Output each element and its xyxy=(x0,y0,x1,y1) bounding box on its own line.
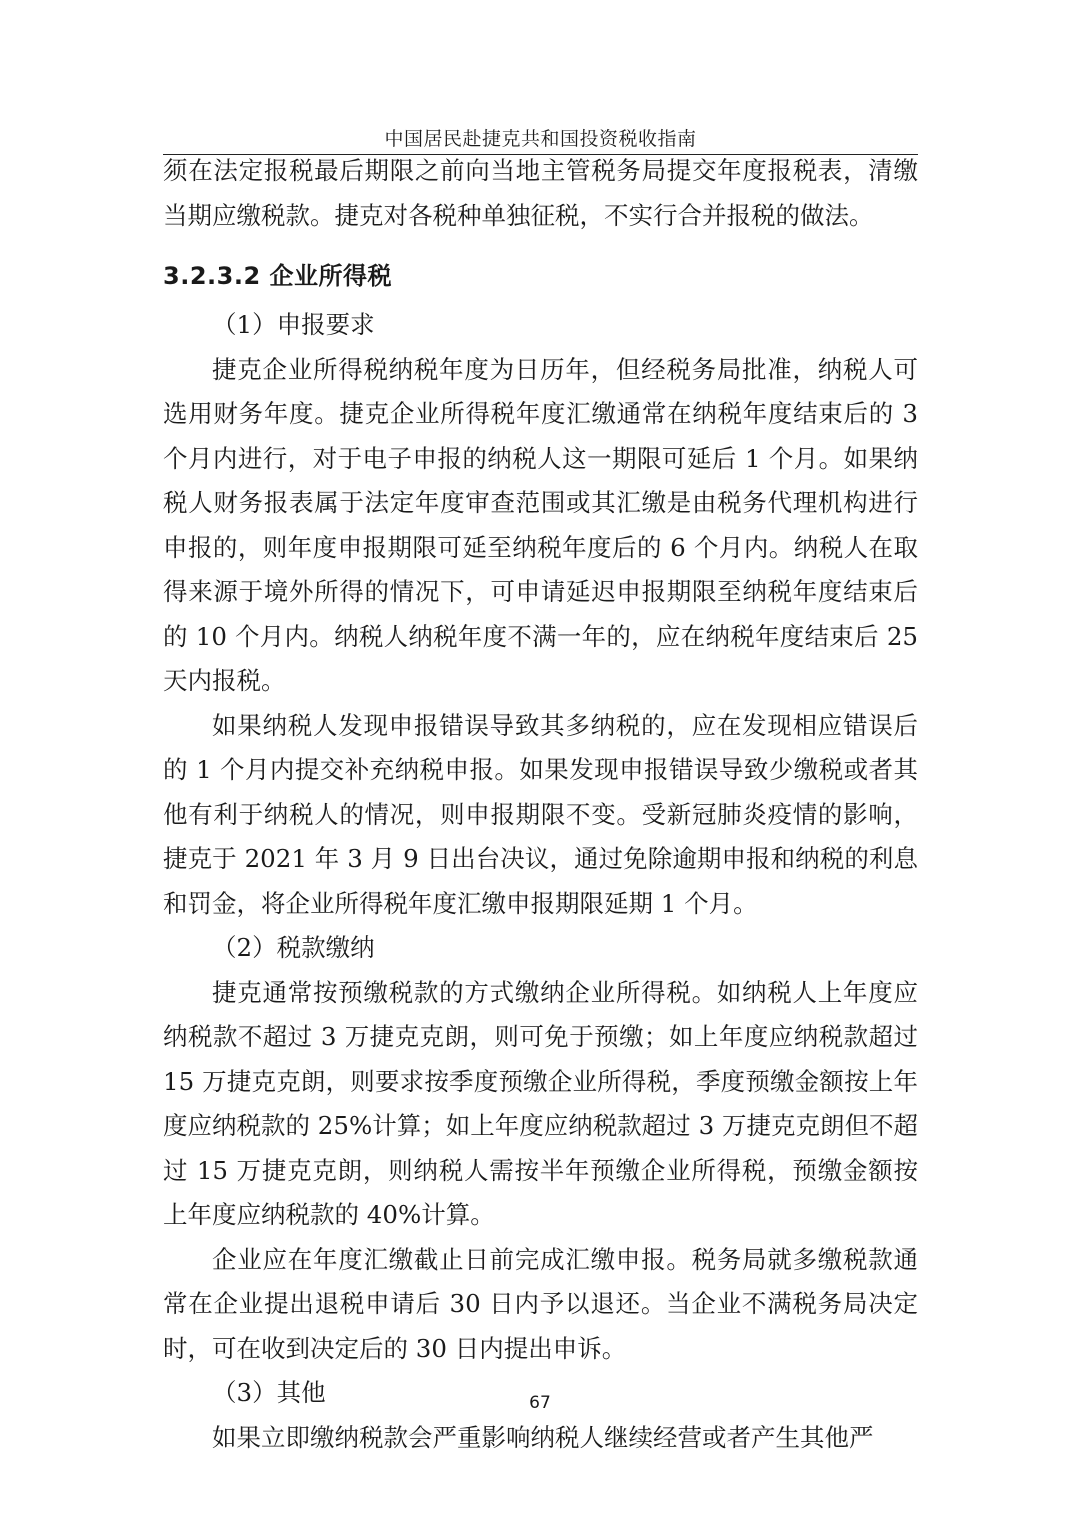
paragraph-other: 如果立即缴纳税款会严重影响纳税人继续经营或者产生其他严 xyxy=(212,1422,874,1452)
subsection-heading-payment: （2）税款缴纳 xyxy=(212,933,375,962)
section-heading: 3.2.3.2 企业所得税 xyxy=(163,262,393,290)
paragraph-filing-corrections: 如果纳税人发现申报错误导致其多纳税的，应在发现相应错误后的 1 个月内提交补充纳税申报。如果发现申报错误导致少缴税或者其他有利于纳税人的情况，则申报期限不变。受新冠肺炎疫情的影响，捷克于 2021 年 3 月 9 日出台决议，通过免除逾期申报和纳税的利息和罚金，将企业所得税年度汇缴申报期限延期 1 个月。 xyxy=(163,710,918,918)
page-body xyxy=(163,149,918,1460)
subsection-heading-filing: （1）申报要求 xyxy=(212,310,375,339)
subsection-heading-other: （3）其他 xyxy=(212,1378,326,1407)
continued-paragraph: 须在法定报税最后期限之前向当地主管税务局提交年度报税表，清缴当期应缴税款。捷克对各税种单独征税，不实行合并报税的做法。 xyxy=(163,156,918,230)
paragraph-refund: 企业应在年度汇缴截止日前完成汇缴申报。税务局就多缴税款通常在企业提出退税申请后 30 日内予以退还。当企业不满税务局决定时，可在收到决定后的 30 日内提出申诉。 xyxy=(163,1244,918,1363)
paragraph-prepayment: 捷克通常按预缴税款的方式缴纳企业所得税。如纳税人上年度应纳税款不超过 3 万捷克克朗，则可免于预缴；如上年度应纳税款超过 15 万捷克克朗，则要求按季度预缴企业所得税，季度预缴金额按上年度应纳税款的 25%计算；如上年度应纳税款超过 3 万捷克克朗但不超过 15 万捷克克朗，则纳税人需按半年预缴企业所得税，预缴金额按上年度应纳税款的 40%计算。 xyxy=(163,977,918,1229)
running-header: 中国居民赴捷克共和国投资税收指南 xyxy=(384,128,697,150)
paragraph-filing-deadlines: 捷克企业所得税纳税年度为日历年，但经税务局批准，纳税人可选用财务年度。捷克企业所得税年度汇缴通常在纳税年度结束后的 3 个月内进行，对于电子申报的纳税人这一期限可延后 1 个月。如果纳税人财务报表属于法定年度审查范围或其汇缴是由税务代理机构进行申报的，则年度申报期限可延至纳税年度后的 6 个月内。纳税人在取得来源于境外所得的情况下，可申请延迟申报期限至纳税年度结束后的 10 个月内。纳税人纳税年度不满一年的，应在纳税年度结束后 25 天内报税。 xyxy=(163,354,918,695)
page-number: 67 xyxy=(529,1393,551,1413)
